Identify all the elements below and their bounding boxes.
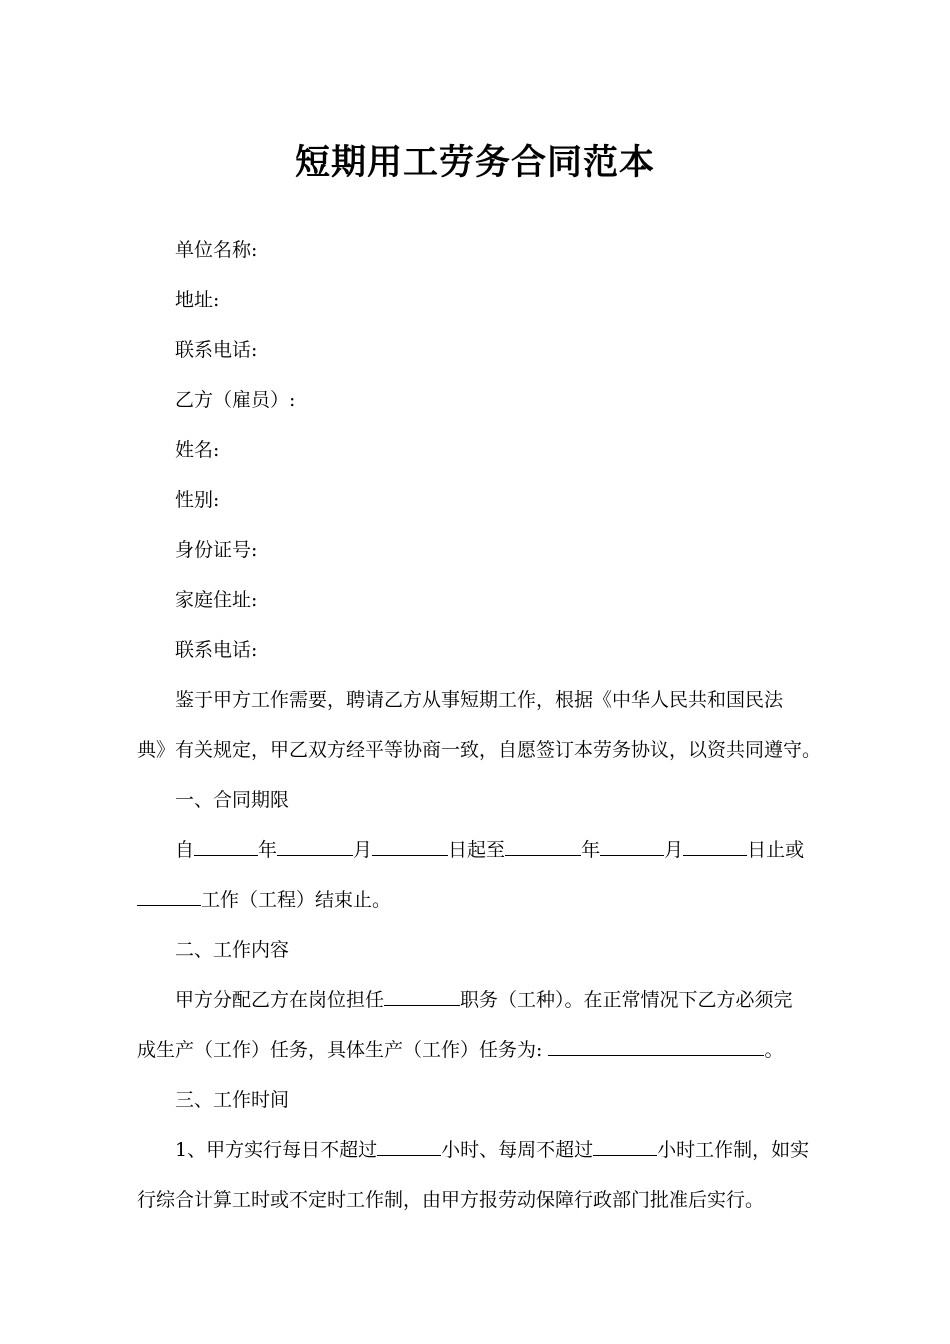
field-address: 地址: — [175, 289, 220, 311]
field-home-address: 家庭住址: — [175, 589, 258, 611]
preamble-line-1: 鉴于甲方工作需要，聘请乙方从事短期工作，根据《中华人民共和国民法 — [175, 689, 784, 711]
term-day-end: 日止或 — [747, 839, 805, 861]
field-phone-a: 联系电话: — [175, 339, 258, 361]
term-day-to: 日起至 — [448, 839, 506, 861]
content-part-1: 甲方分配乙方在岗位担任 — [175, 989, 385, 1011]
section-1-heading: 一、合同期限 — [175, 789, 290, 811]
blank-year-end[interactable] — [505, 837, 581, 856]
blank-day-start[interactable] — [372, 837, 448, 856]
term-line-1 — [137, 825, 817, 875]
section-2-heading: 二、工作内容 — [175, 939, 290, 961]
hours-line-1 — [137, 1125, 817, 1175]
content-line-2 — [137, 1025, 817, 1075]
term-month-1: 月 — [353, 839, 373, 861]
blank-weekly-hours[interactable] — [593, 1137, 657, 1156]
term-year-2: 年 — [581, 839, 601, 861]
field-id-number: 身份证号: — [175, 539, 258, 561]
field-gender: 性别: — [175, 489, 220, 511]
field-unit-name: 单位名称: — [175, 239, 258, 261]
blank-month-end[interactable] — [600, 837, 664, 856]
blank-position[interactable] — [384, 987, 460, 1006]
content-line-1 — [137, 975, 817, 1025]
hours-line-2: 行综合计算工时或不定时工作制，由甲方报劳动保障行政部门批准后实行。 — [137, 1189, 765, 1211]
document-title: 短期用工劳务合同范本 — [294, 142, 655, 183]
section-3-heading: 三、工作时间 — [175, 1089, 290, 1111]
hours-part-1: 1、甲方实行每日不超过 — [175, 1139, 378, 1161]
term-from: 自 — [175, 839, 195, 861]
field-phone-b: 联系电话: — [175, 639, 258, 661]
term-work-end: 工作（工程）结束止。 — [201, 889, 392, 911]
content-part-4: 。 — [764, 1039, 784, 1061]
hours-part-3: 小时工作制，如实 — [657, 1139, 810, 1161]
term-year-1: 年 — [258, 839, 278, 861]
document-body — [137, 225, 822, 1225]
content-part-3: 成生产（工作）任务，具体生产（工作）任务为: — [137, 1039, 543, 1061]
blank-work-end[interactable] — [137, 887, 201, 906]
field-party-b: 乙方（雇员）: — [175, 389, 296, 411]
preamble-line-2: 典》有关规定，甲乙双方经平等协商一致，自愿签订本劳务协议，以资共同遵守。 — [137, 739, 822, 761]
hours-part-2: 小时、每周不超过 — [441, 1139, 594, 1161]
blank-year-start[interactable] — [194, 837, 258, 856]
blank-task[interactable] — [548, 1037, 764, 1056]
blank-daily-hours[interactable] — [377, 1137, 441, 1156]
blank-month-start[interactable] — [277, 837, 353, 856]
content-part-2: 职务（工种）。在正常情况下乙方必须完 — [460, 989, 793, 1011]
field-name: 姓名: — [175, 439, 220, 461]
term-month-2: 月 — [664, 839, 684, 861]
blank-day-end[interactable] — [683, 837, 747, 856]
term-line-2 — [137, 875, 817, 925]
